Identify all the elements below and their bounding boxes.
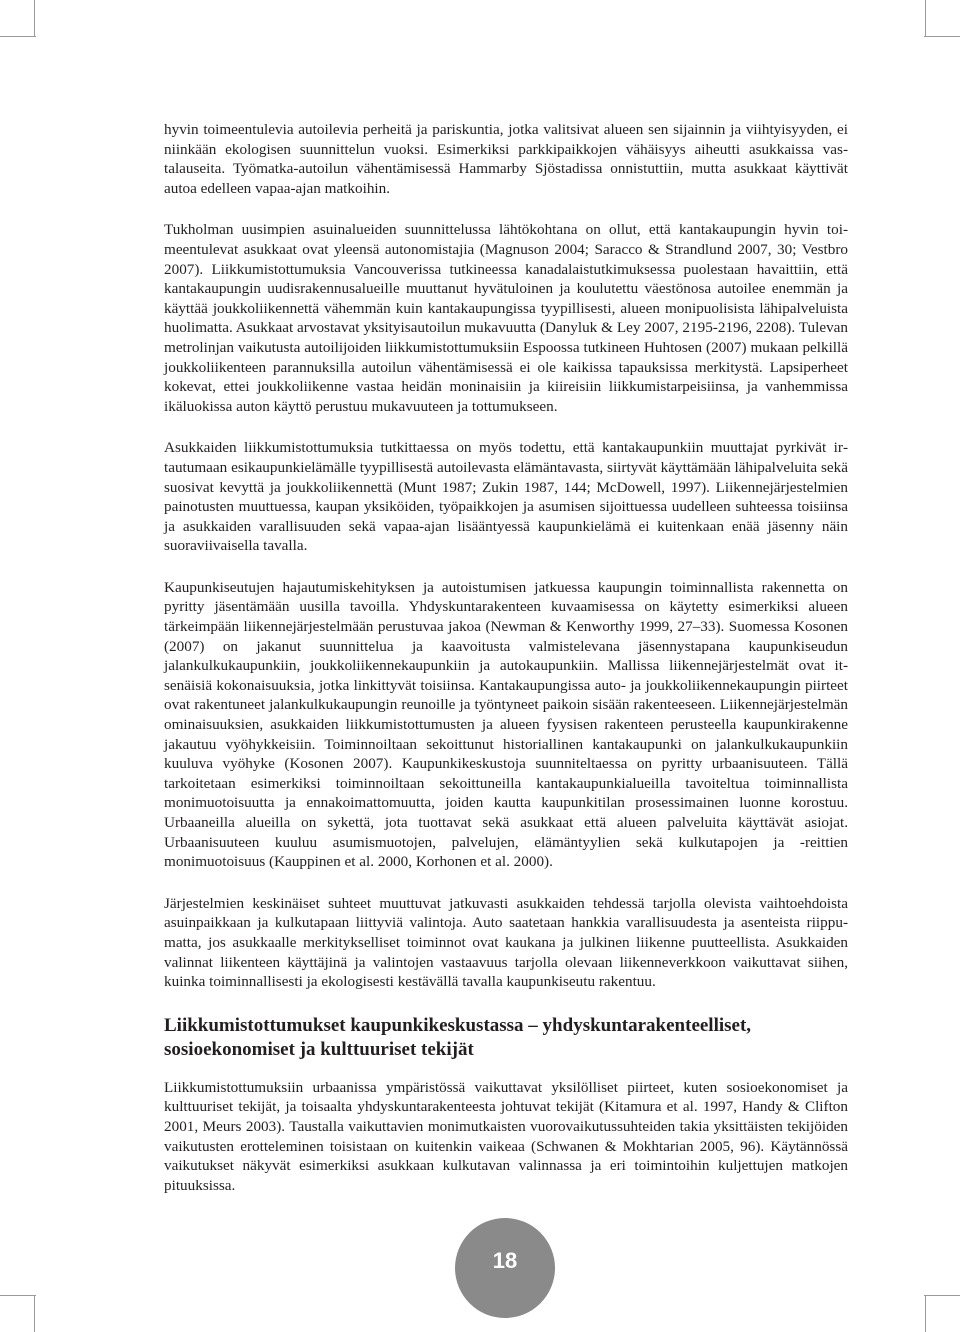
body-paragraph-4: Kaupunkiseutujen hajautumiskehityksen ja autoistumisen jatkuessa kaupungin toiminnallista rakennetta on pyritty jäsentämään uusilla tavoilla. Yhdyskuntarakenteen kuvaamisessa on käytetty esimerkiksi alueen tärkeimpään liikennejärjestelmään perustuvaa jakoa (Newman & Kenworthy 1999, 27–33). Suomessa Kosonen (2007) on jakanut suunnittelua ja kaavoitusta valmistelevana jäsennystapana kaupunkiseudun jalankulkukaupunkiin, joukkoliikennekaupunkiin ja autokaupunkiin. Mallissa liikennejärjestelmät ovat itsenäisiä kokonaisuuksia, jotka linkittyvät toisiinsa. Kantakaupungissa auto- ja joukkoliikennekaupungin piirteet ovat rakentuneet jalankulkukaupungin reunoille ja työntyneet paikoin sisään rakenteeseen. Liikennejärjestelmän ominaisuuksien, asukkaiden liikkumistottumusten ja alueen fyysisen rakenteen perusteella kaupunkirakenne jakautuu vyöhykkeisiin. Toiminnoiltaan sekoittunut historiallinen kantakaupunki on jalankulkukaupunkiin kuuluva vyöhyke (Kosonen 2007). Kaupunkikeskustoja suunniteltaessa on pyritty urbaanisuuteen. Tällä tarkoitetaan esimerkiksi toiminnoiltaan sekoittuneilla kantakaupunkialueilla tavoiteltua toiminnallista monimuotoisuutta ja ennakoimattomuutta, joiden kautta kaupunkitilan prosessimainen luonne korostuu. Urbaaneilla alueilla on sykettä, jota tuottavat sekä asukkaat että alueen palveluita käyttävät asiojat. Urbaanisuuteen kuuluu asumismuotojen, palvelujen, elämäntyylien sekä kulkutapojen ja -reittien monimuotoisuus (Kauppinen et al. 2000, Korhonen et al. 2000).	[164, 578, 848, 871]
crop-mark-bottom-right-horizontal	[924, 1295, 960, 1296]
page-body	[164, 120, 848, 1217]
crop-mark-top-left	[34, 0, 35, 36]
body-paragraph-1: hyvin toimeentulevia autoilevia perheitä ja pariskuntia, jotka valitsivat alueen sen sijainnin ja viihtyisyyden, ei niinkään ekologisen suunnittelun vuoksi. Esimerkiksi parkkipaikkojen vähäisyys aiheutti asukkaissa vastalauseita. Työmatka-autoilun vähentämisessä Hammarby Sjöstadissa onnistuttiin, mutta asukkaat käyttivät autoa edelleen vapaa-ajan matkoihin.	[164, 121, 848, 197]
crop-mark-bottom-left	[34, 1296, 35, 1332]
page-number-badge	[455, 1218, 555, 1318]
body-paragraph-2: Tukholman uusimpien asuinalueiden suunnittelussa lähtökohtana on ollut, että kantakaupungin hyvin toimeentulevat asukkaat ovat yleensä autonomistajia (Magnuson 2004; Saracco & Strandlund 2007, 30; Vestbro 2007). Liikkumistottumuksia Vancouverissa tutkineessa kanadalaistutkimuksessa puolestaan havaittiin, että kantakaupungin uudisrakennusalueille muuttanut hyvätuloinen ja koulutettu väestönosa autoilee enemmän ja käyttää joukkoliikennettä vähemmän kuin kantakaupungissa tyypillisesti, alueen monipuolisista lähipalveluista huolimatta. Asukkaat arvostavat yksityisautoilun mukavuutta (Danyluk & Ley 2007, 2195-2196, 2208). Tulevan metrolinjan vaikutusta autoilijoiden liikkumistottumuksiin Espoossa tutkineen Huhtosen (2007) mukaan pelkillä joukkoliikenteen parannuksilla autoilun vähentämisessä ei ole kaikissa tapauksissa merkitystä. Lapsiperheet kokevat, ettei joukkoliikenne vastaa heidän moninaisiin ja kiireisiin liikkumistarpeisiinsa, ja vanhemmissa ikäluokissa auton käyttö perustuu mukavuuteen ja tottumukseen.	[164, 221, 848, 415]
crop-mark-bottom-right	[925, 1296, 926, 1332]
body-paragraph-5: Järjestelmien keskinäiset suhteet muuttuvat jatkuvasti asukkaiden tehdessä tarjolla olevista vaihtoehdoista asuinpaikkaan ja kulkutapaan liittyviä valintoja. Auto saatetaan hankkia varallisuudesta ja asenteista riippumatta, jos asukkaalle merkitykselliset toiminnot ovat kaukana ja julkinen liikenne puutteellista. Asukkaiden valinnat liikenteen käyttäjinä ja valintojen vastaavuus tarjolla olevaan liikenneverkkoon vaikuttavat siihen, kuinka toiminnallisesti ja ekologisesti kestävällä tavalla kaupunkiseutu rakentuu.	[164, 894, 848, 991]
crop-mark-top-right	[925, 0, 926, 36]
section-heading: Liikkumistottumukset kaupunkikeskustassa – yhdyskuntarakenteelliset, sosioekonomiset ja kulttuuriset tekijät	[164, 1014, 752, 1060]
crop-mark-top-left-horizontal	[0, 36, 36, 37]
crop-mark-bottom-left-horizontal	[0, 1295, 36, 1296]
body-paragraph-3: Asukkaiden liikkumistottumuksia tutkittaessa on myös todettu, että kantakaupunkiin muuttajat pyrkivät irtautumaan esikaupunkielämälle tyypillisestä autoilevasta elämäntavasta, siirtyvät käyttämään lähipalveluita sekä suosivat kevyttä ja joukkoliikennettä (Munt 1987; Zukin 1987, 144; McDowell, 1997). Liikennejärjestelmien painotusten muuttuessa, kaupan yksiköiden, työpaikkojen ja asumisen sijoittuessa uudelleen suhteessa toisiinsa ja asukkaiden varallisuuden sekä vapaa-ajan lisääntyessä kaupunkielämä ei kuitenkaan enää jäsenny näin suoraviivaisella tavalla.	[164, 439, 848, 555]
page-number: 18	[492, 1248, 518, 1273]
section-paragraph-1: Liikkumistottumuksiin urbaanissa ympäristössä vaikuttavat yksilölliset piirteet, kuten sosioekonomiset ja kulttuuriset tekijät, ja toisaalta yhdyskuntarakenteesta johtuvat tekijät (Kitamura et al. 1997, Handy & Clifton 2001, Meurs 2003). Taustalla vaikuttavien monimutkaisten vuorovaikutussuhteiden takia yksittäisten tekijöiden vaikutusten erotteleminen toisistaan on kuitenkin vaikeaa (Schwanen & Mokhtarian 2005, 96). Käytännössä vaikutukset näkyvät esimerkiksi asukkaan kulkutavan valinnassa ja eri toimintoihin kuljettujen matkojen pituuksissa.	[164, 1078, 848, 1194]
crop-mark-top-right-horizontal	[924, 36, 960, 37]
